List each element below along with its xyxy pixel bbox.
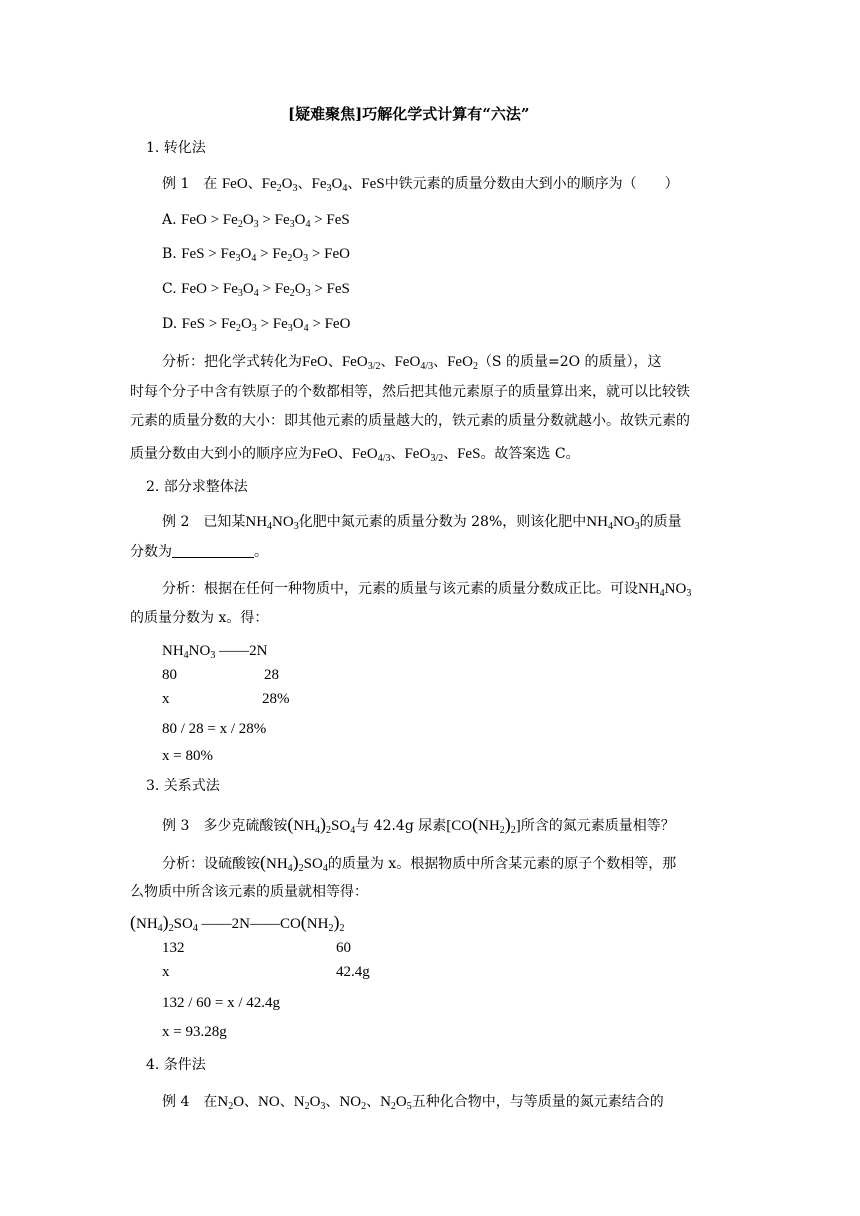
analysis-1-line-1: 分析：把化学式转化为FeO、FeO$_{3/2}$、FeO$_{4/3}$、FeO$_2$（S 的质量=2O 的质量），这 [162,354,662,372]
value-x: x [162,691,170,707]
example-2-line-1: 例 2 已知某$NH_4NO_3$化肥中氮元素的质量分数为 28%，则该化肥中$NH_4NO_3$的质量 [162,514,682,532]
value-132: 132 [162,940,185,956]
option-d: D. FeS > $Fe_2O_3 > Fe_3O_4$ > FeO [162,316,351,334]
value-80: 80 [162,667,177,683]
example-1-question: 例 1 在 FeO、$Fe_2O_3$、$Fe_3O_4$、FeS中铁元素的质量分数由大到小的顺序为（ ） [162,176,679,194]
answer-blank [172,543,254,558]
option-c: C. FeO > $Fe_3O_4 > Fe_2O_3$ > FeS [162,281,350,299]
analysis-2-line-1: 分析：根据在任何一种物质中，元素的质量与该元素的质量分数成正比。可设$NH_4NO_3$ [162,581,692,599]
example-4-line-1: 例 4 在$N_2O$、NO、$N_2O_3$、$NO_2$、$N_2O_5$五种化合物中，与等质量的氮元素结合的 [162,1094,664,1112]
example-2-line-2: 分数为 。 [130,544,268,560]
analysis-1-line-2: 时每个分子中含有铁原子的个数都相等，然后把其他元素原子的质量算出来，就可以比较铁 [130,384,690,400]
section-heading-3: 3. 关系式法 [146,778,220,794]
value-60: 60 [336,940,351,956]
value-28: 28 [264,667,279,683]
section-heading-1: 1. 转化法 [146,140,206,156]
relation-2: $NH_4NO_3$ ——2N [162,643,268,661]
section-heading-2: 2. 部分求整体法 [146,479,248,495]
example-3-question: 例 3 多少克硫酸铵$(NH_4)_2SO_4$与 42.4g 尿素$[CO(NH_2)_2]$所含的氮元素质量相等？ [162,814,675,836]
example-1-suffix: 中铁元素的质量分数由大到小的顺序为（ ） [384,176,679,192]
option-a: A. FeO > $Fe_2O_3 > Fe_3O_4$ > FeS [162,212,350,230]
equation-3-2: x = 93.28g [162,1024,227,1040]
analysis-1-line-4: 质量分数由大到小的顺序应为FeO、FeO$_{4/3}$、FeO$_{3/2}$、FeS。故答案选 C。 [130,446,580,464]
example-1-prefix: 例 1 在 [162,176,218,192]
equation-3-1: 132 / 60 = x / 42.4g [162,995,281,1011]
value-28-percent: 28% [262,691,290,707]
value-42-4g: 42.4g [336,964,370,980]
option-b: B. FeS > $Fe_3O_4 > Fe_2O_3$ > FeO [162,246,350,264]
analysis-1-line-3: 元素的质量分数的大小：即其他元素的质量越大的，铁元素的质量分数就越小。故铁元素的 [130,413,690,429]
page-title: [疑难聚焦]巧解化学式计算有“六法” [288,105,530,123]
relation-3: $(NH_4)_2SO_4$ $——2N——CO(NH_2)_2$ [130,912,345,934]
equation-2-2: x = 80% [162,748,213,764]
analysis-3-line-2: 么物质中所含该元素的质量就相等得： [130,884,368,900]
equation-2-1: 80 / 28 = x / 28% [162,721,267,737]
section-heading-4: 4. 条件法 [146,1057,206,1073]
value-x: x [162,964,170,980]
analysis-2-line-2: 的质量分数为 x。得： [130,610,269,626]
analysis-3-line-1: 分析：设硫酸铵$(NH_4)_2SO_4$的质量为 x。根据物质中所含某元素的原子个数相等，那 [162,852,677,874]
